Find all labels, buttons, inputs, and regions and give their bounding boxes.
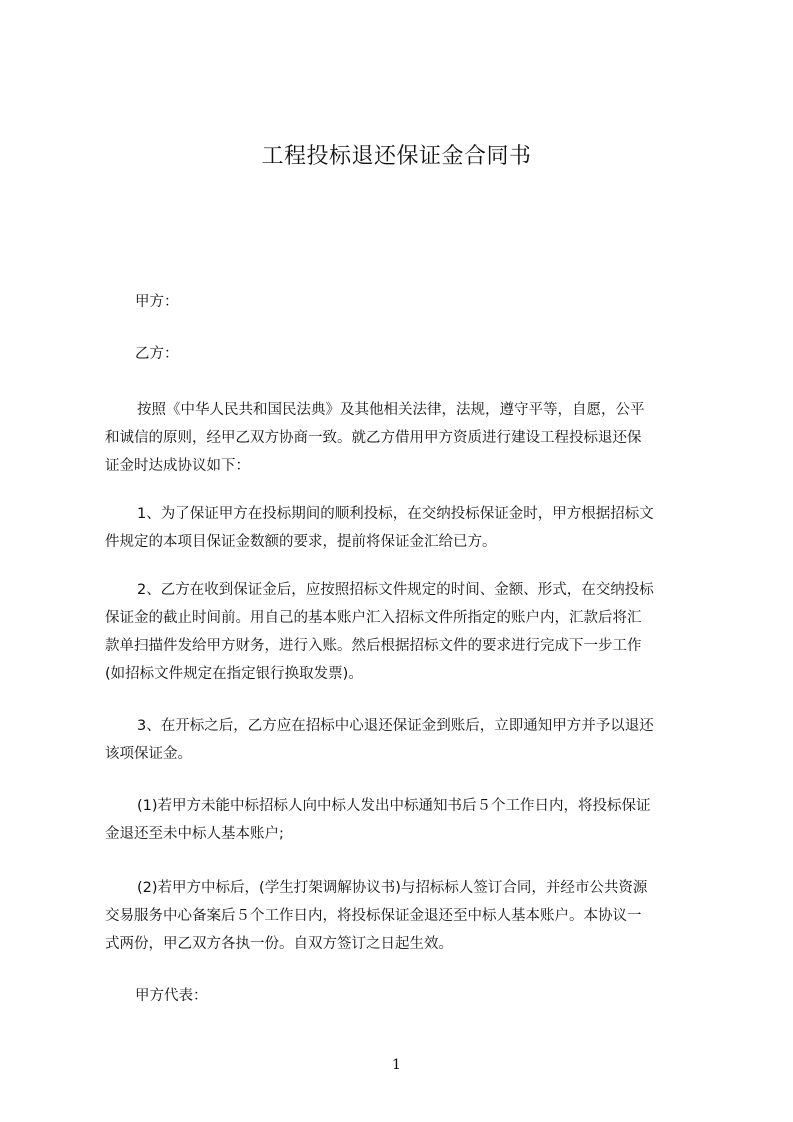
sub-clause-2-line-3: 式两份，甲乙双方各执一份。自双方签订之日起生效。	[105, 936, 453, 952]
sub-clause-2-line-1: (2)若甲方中标后，(学生打架调解协议书)与招标标人签订合同，并经市公共资源	[137, 880, 648, 896]
intro-line-3: 证金时达成协议如下：	[105, 458, 250, 474]
sub-clause-2	[105, 874, 695, 958]
clause-1	[105, 500, 695, 556]
clause-2-line-4: (如招标文件规定在指定银行换取发票)。	[105, 666, 363, 682]
clause-2-line-2: 保证金的截止时间前。用自己的基本账户汇入招标文件所指定的账户内，汇款后将汇	[105, 610, 642, 626]
clause-2-line-3: 款单扫描件发给甲方财务，进行入账。然后根据招标文件的要求进行完成下一步工作	[105, 638, 642, 654]
clause-3-line-2: 该项保证金。	[105, 746, 192, 762]
intro-line-2: 和诚信的原则，经甲乙双方协商一致。就乙方借用甲方资质进行建设工程投标退还保	[105, 430, 642, 446]
document-title: 工程投标退还保证金合同书	[261, 144, 532, 169]
party-a-label	[105, 288, 695, 316]
party-a-representative-text: 甲方代表：	[135, 988, 208, 1004]
party-b-text: 乙方：	[135, 346, 179, 362]
clause-2	[105, 576, 695, 688]
clause-2-line-1: 2、乙方在收到保证金后，应按照招标文件规定的时间、金额、形式，在交纳投标	[137, 582, 654, 598]
party-a-text: 甲方：	[135, 294, 179, 310]
clause-3	[105, 712, 695, 768]
intro-paragraph	[105, 396, 695, 480]
party-a-representative	[105, 982, 695, 1010]
sub-clause-2-line-2: 交易服务中心备案后５个工作日内，将投标保证金退还至中标人基本账户。本协议一	[105, 908, 642, 924]
sub-clause-1-line-1: (1)若甲方未能中标招标人向中标人发出中标通知书后５个工作日内，将投标保证	[137, 798, 651, 814]
clause-3-line-1: 3、在开标之后，乙方应在招标中心退还保证金到账后，立即通知甲方并予以退还	[137, 718, 654, 734]
sub-clause-1-line-2: 金退还至未中标人基本账户;	[105, 826, 284, 842]
intro-line-1: 按照《中华人民共和国民法典》及其他相关法律，法规，遵守平等，自愿，公平	[137, 402, 645, 418]
party-b-label	[105, 340, 695, 368]
clause-1-line-2: 件规定的本项目保证金数额的要求，提前将保证金汇给已方。	[105, 534, 497, 550]
clause-1-line-1: 1、为了保证甲方在投标期间的顺利投标，在交纳投标保证金时，甲方根据招标文	[137, 506, 654, 522]
sub-clause-1	[105, 792, 695, 848]
page-number: 1	[392, 1057, 401, 1073]
